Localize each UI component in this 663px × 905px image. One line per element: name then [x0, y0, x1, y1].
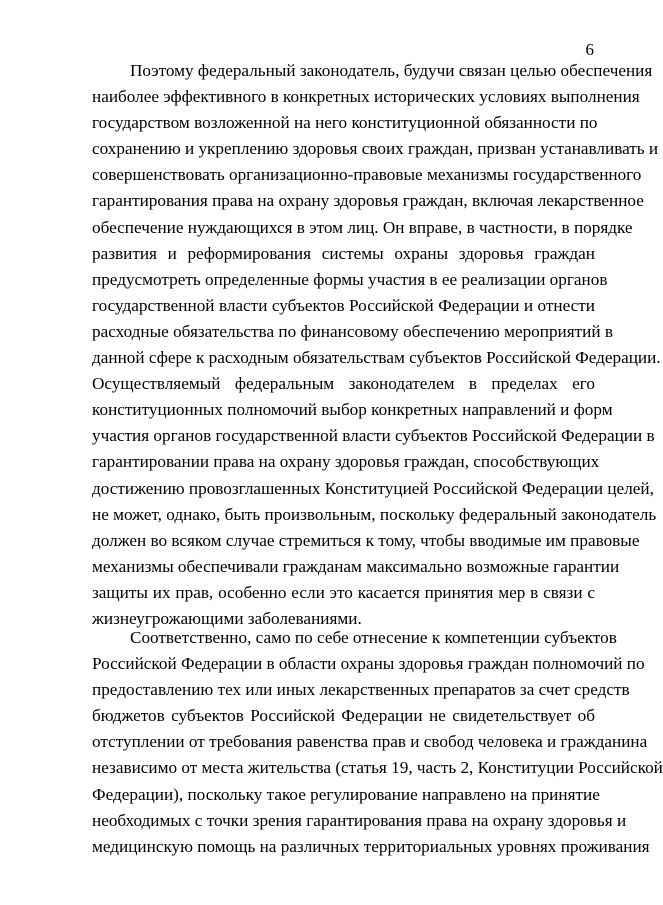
- text-line: необходимых с точки зрения гарантирования права на охрану здоровья и: [92, 810, 627, 830]
- text-line: конституционных полномочий выбор конкретных направлений и форм: [92, 400, 613, 420]
- text-line: предусмотреть определенные формы участия в ее реализации органов: [92, 269, 608, 289]
- text-line: механизмы обеспечивали гражданам максимально возможные гарантии: [92, 556, 620, 576]
- text-line: сохранению и укреплению здоровья своих граждан, призван устанавливать и: [92, 139, 659, 159]
- text-line: Поэтому федеральный законодатель, будучи связан целью обеспечения: [130, 61, 653, 80]
- text-line: государством возложенной на него конституционной обязанности по: [92, 113, 598, 133]
- text-line: участия органов государственной власти субъектов Российской Федерации в: [92, 426, 655, 446]
- paragraph-2: [92, 625, 663, 860]
- text-line: обеспечение нуждающихся в этом лиц. Он вправе, в частности, в порядке: [92, 217, 633, 237]
- text-line: гарантировании права на охрану здоровья граждан, способствующих: [92, 452, 600, 472]
- text-line: Соответственно, само по себе отнесение к компетенции субъектов: [130, 628, 617, 647]
- text-line: государственной власти субъектов Российской Федерации и отнести: [92, 295, 595, 315]
- page-number: 6: [585, 40, 594, 59]
- text-line: независимо от места жительства (статья 19, часть 2, Конституции Российской: [92, 758, 663, 778]
- text-line: бюджетов субъектов Российской Федерации не свидетельствует об: [92, 706, 595, 726]
- text-line: наиболее эффективного в конкретных исторических условиях выполнения: [92, 87, 640, 107]
- text-line: развития и реформирования системы охраны здоровья граждан: [92, 243, 595, 263]
- text-line: гарантирования права на охрану здоровья граждан, включая лекарственное: [92, 191, 644, 211]
- text-line: достижению провозглашенных Конституцией Российской Федерации целей,: [92, 478, 654, 498]
- text-line: Федерации), поскольку такое регулирование направлено на принятие: [92, 784, 600, 804]
- text-line: предоставлению тех или иных лекарственных препаратов за счет средств: [92, 680, 630, 700]
- text-line: медицинскую помощь на различных территориальных уровнях проживания: [92, 836, 650, 856]
- text-line: Российской Федерации в области охраны здоровья граждан полномочий по: [92, 654, 645, 674]
- paragraph-1: [92, 58, 661, 632]
- text-line: отступлении от требования равенства прав и свобод человека и гражданина: [92, 732, 648, 752]
- text-line: не может, однако, быть произвольным, поскольку федеральный законодатель: [92, 504, 657, 524]
- text-line: совершенствовать организационно-правовые механизмы государственного: [92, 165, 642, 185]
- text-line: Осуществляемый федеральным законодателем в пределах его: [92, 374, 595, 394]
- text-line: жизнеугрожающими заболеваниями.: [92, 608, 362, 628]
- text-line: должен во всяком случае стремиться к тому, чтобы вводимые им правовые: [92, 530, 640, 550]
- text-line: расходные обязательства по финансовому обеспечению мероприятий в: [92, 321, 613, 341]
- text-line: данной сфере к расходным обязательствам субъектов Российской Федерации.: [92, 348, 661, 368]
- text-line: защиты их прав, особенно если это касается принятия мер в связи с: [92, 582, 595, 602]
